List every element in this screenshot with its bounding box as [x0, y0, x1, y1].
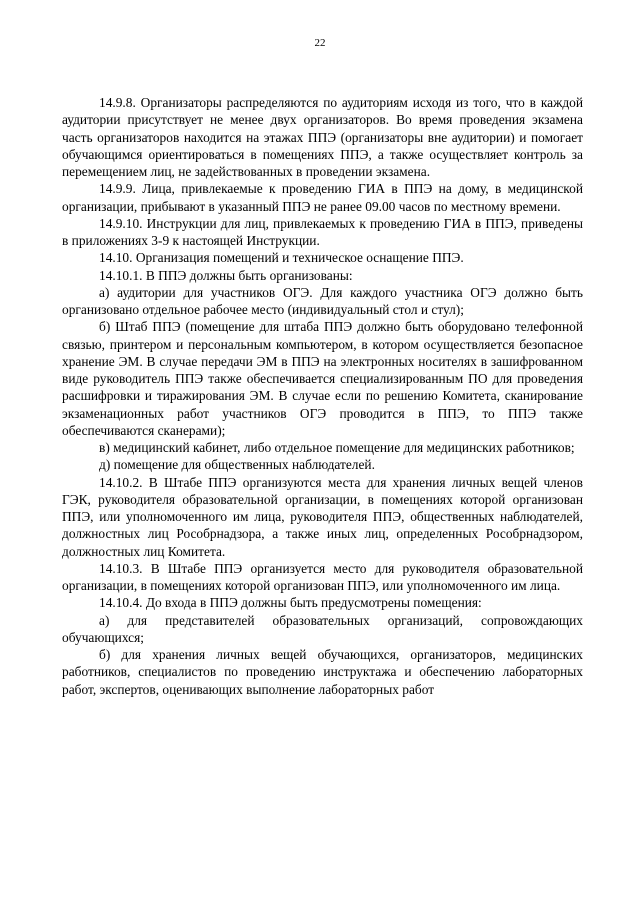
list-item-a-auditoriums: а) аудитории для участников ОГЭ. Для каждого участника ОГЭ должно быть организовано отдельное рабочее место (индивидуальный стол и стул);: [62, 284, 583, 317]
page-number: 22: [314, 37, 326, 49]
list-item-d-observers: д) помещение для общественных наблюдателей.: [99, 457, 375, 473]
paragraph-14-10-1: 14.10.1. В ППЭ должны быть организованы:: [99, 267, 353, 283]
document-body: [62, 94, 583, 698]
paragraph-14-10-2: 14.10.2. В Штабе ППЭ организуются места для хранения личных вещей членов ГЭК, руководителя образовательной организации, в помещениях которой организован ППЭ, или уполномоченного им лица, руководителя ППЭ, общественных наблюдателей, должностных лиц Рособрнадзора, а также иных лиц, определенных Рособрнадзором, должностных лиц Комитета.: [62, 474, 583, 559]
paragraph-14-9-8: 14.9.8. Организаторы распределяются по аудиториям исходя из того, что в каждой аудитории присутствует не менее двух организаторов. Во время проведения экзамена часть организаторов находится на этажах ППЭ (организаторы вне аудитории) и помогает обучающимся ориентироваться в помещениях ППЭ, а также осуществляет контроль за перемещением лиц, не задействованных в проведении экзамена.: [62, 95, 583, 179]
list-item-b-headquarters: б) Штаб ППЭ (помещение для штаба ППЭ должно быть оборудовано телефонной связью, принтером и персональным компьютером, в котором осуществляется безопасное хранение ЭМ. В случае передачи ЭМ в ППЭ на электронных носителях в зашифрованном виде руководитель ППЭ также обеспечивается специализированным ПО для проведения расшифровки и тиражирования ЭМ. В случае если по решению Комитета, сканирование экзаменационных работ участников ОГЭ проводится в ППЭ, то ППЭ также обеспечиваются сканерами);: [62, 319, 583, 438]
list-item-a-representatives: а) для представителей образовательных организаций, сопровождающих обучающихся;: [62, 612, 583, 645]
paragraph-14-9-9: 14.9.9. Лица, привлекаемые к проведению ГИА в ППЭ на дому, в медицинской организации, прибывают в указанный ППЭ не ранее 09.00 часов по местному времени.: [62, 181, 583, 214]
paragraph-14-10-4: 14.10.4. До входа в ППЭ должны быть предусмотрены помещения:: [99, 595, 482, 611]
list-item-v-medical: в) медицинский кабинет, либо отдельное помещение для медицинских работников;: [99, 440, 575, 455]
paragraph-14-9-10: 14.9.10. Инструкции для лиц, привлекаемых к проведению ГИА в ППЭ, приведены в приложениях 3-9 к настоящей Инструкции.: [62, 215, 583, 248]
paragraph-14-10-3: 14.10.3. В Штабе ППЭ организуется место для руководителя образовательной организации, в помещениях которой организован ППЭ, или уполномоченного им лица.: [62, 560, 583, 593]
list-item-b-personal-belongings: б) для хранения личных вещей обучающихся, организаторов, медицинских работников, специалистов по проведению инструктажа и обеспечению лабораторных работ, экспертов, оценивающих выполнение лабораторных работ: [62, 647, 583, 697]
section-heading-14-10: 14.10. Организация помещений и техническое оснащение ППЭ.: [99, 250, 464, 266]
